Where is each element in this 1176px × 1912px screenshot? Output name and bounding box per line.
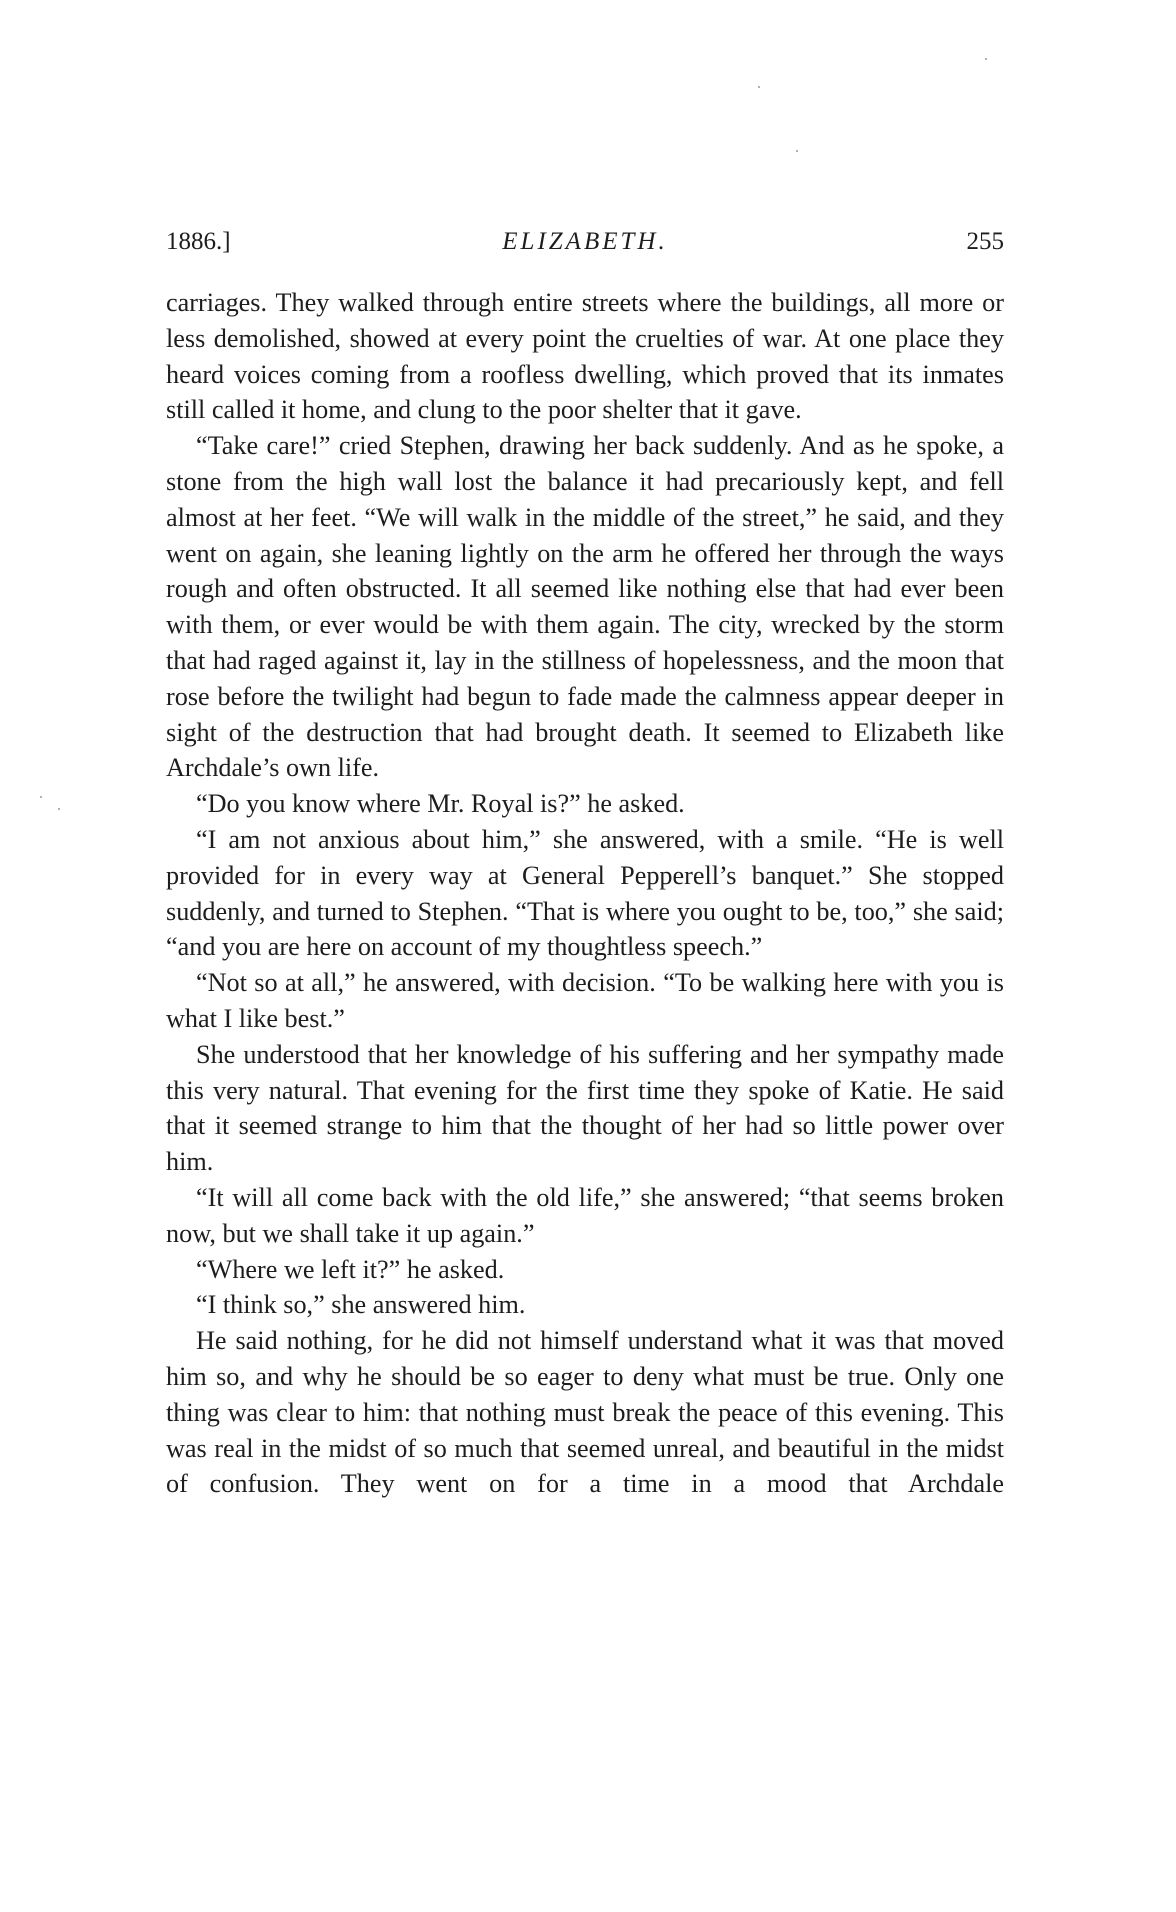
header-title: ELIZABETH. (502, 228, 668, 255)
running-header (166, 228, 1004, 262)
header-year: 1886.] (166, 228, 231, 255)
paragraph: “Where we left it?” he asked. (196, 1254, 505, 1284)
paper-speck (58, 808, 60, 810)
paper-speck (758, 86, 760, 88)
paragraph: “I am not anxious about him,” she answered, with a smile. “He is well provided for in every way at General Pepperell’s banquet.” She stopped suddenly, and turned to Stephen. “That is where you ought to be, too,” she said; “and you are here on account of my thoughtless speech.” (166, 824, 1004, 962)
paragraph: “Not so at all,” he answered, with decision. “To be walking here with you is what I like best.” (166, 968, 1004, 1033)
page-number: 255 (966, 228, 1004, 255)
paragraph: carriages. They walked through entire streets where the buildings, all more or less demolished, showed at every point the cruelties of war. At one place they heard voices coming from a roofless dwelling, which proved that its inmates still called it home, and clung to the poor shelter that it gave. (166, 288, 1004, 425)
paragraph: “Take care!” cried Stephen, drawing her back suddenly. And as he spoke, a stone from the high wall lost the balance it had precariously kept, and fell almost at her feet. “We will walk in the middle of the street,” he said, and they went on again, she leaning lightly on the arm he offered her through the ways rough and often obstructed. It all seemed like nothing else that had ever been with them, or ever would be with them again. The city, wrecked by the storm that had raged against it, lay in the stillness of hopelessness, and the moon that rose before the twilight had begun to fade made the calmness appear deeper in sight of the destruction that had brought death. It seemed to Elizabeth like Archdale’s own life. (166, 431, 1004, 783)
paper-speck (40, 796, 42, 798)
paragraph: “I think so,” she answered him. (196, 1290, 526, 1320)
paper-speck (796, 150, 798, 152)
page-body (166, 285, 1004, 1502)
paragraph: “Do you know where Mr. Royal is?” he asked. (196, 789, 685, 819)
paper-speck (985, 58, 987, 60)
paragraph: She understood that her knowledge of his suffering and her sympathy made this very natural. That evening for the first time they spoke of Katie. He said that it seemed strange to him that the thought of her had so little power over him. (166, 1039, 1004, 1177)
paragraph: He said nothing, for he did not himself understand what it was that moved him so, and why he should be so eager to deny what must be true. Only one thing was clear to him: that nothing must break the peace of this evening. This was real in the midst of so much that seemed unreal, and beautiful in the midst of confusion. They went on for a time in a mood that Archdale (166, 1326, 1004, 1499)
paragraph: “It will all come back with the old life,” she answered; “that seems broken now, but we shall take it up again.” (166, 1182, 1004, 1248)
